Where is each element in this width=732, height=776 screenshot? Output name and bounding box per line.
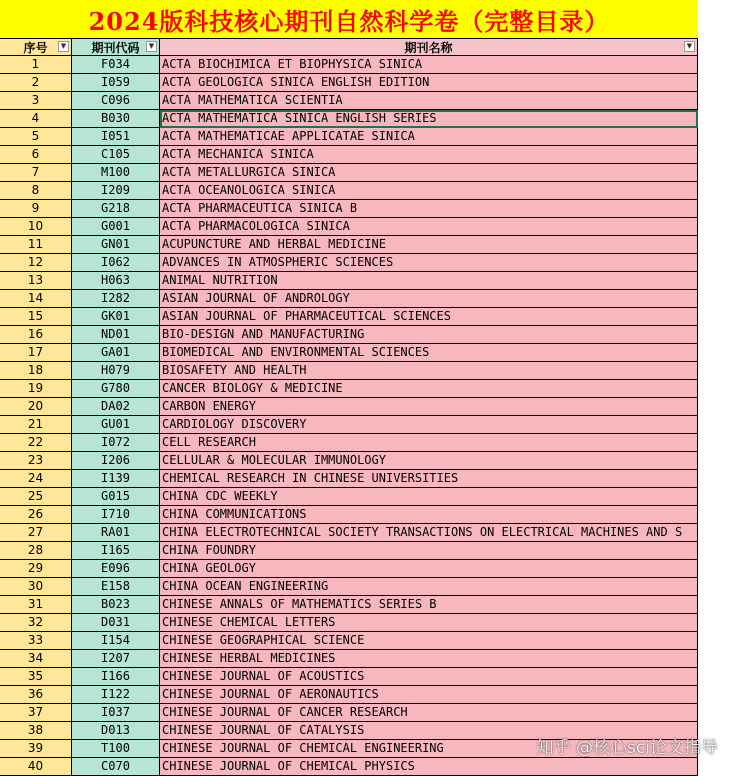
- number-cell[interactable]: 19: [0, 380, 72, 398]
- code-cell[interactable]: G001: [72, 218, 160, 236]
- code-cell[interactable]: E096: [72, 560, 160, 578]
- number-cell[interactable]: 13: [0, 272, 72, 290]
- name-cell[interactable]: CHINESE JOURNAL OF ACOUSTICS: [160, 668, 698, 686]
- table-row[interactable]: [0, 92, 732, 110]
- number-cell[interactable]: 29: [0, 560, 72, 578]
- table-row[interactable]: [0, 290, 732, 308]
- code-cell[interactable]: I139: [72, 470, 160, 488]
- code-cell[interactable]: I122: [72, 686, 160, 704]
- table-row[interactable]: [0, 110, 732, 128]
- table-row[interactable]: [0, 704, 732, 722]
- number-cell[interactable]: 32: [0, 614, 72, 632]
- name-cell[interactable]: ACTA METALLURGICA SINICA: [160, 164, 698, 182]
- table-row[interactable]: [0, 326, 732, 344]
- code-cell[interactable]: I206: [72, 452, 160, 470]
- name-cell[interactable]: ASIAN JOURNAL OF PHARMACEUTICAL SCIENCES: [160, 308, 698, 326]
- table-row[interactable]: [0, 614, 732, 632]
- header-name-label: 期刊名称: [404, 40, 453, 55]
- name-cell[interactable]: CELL RESEARCH: [160, 434, 698, 452]
- watermark: 知乎 @核心sci论文指导: [536, 738, 718, 758]
- number-cell[interactable]: 28: [0, 542, 72, 560]
- code-cell[interactable]: GA01: [72, 344, 160, 362]
- table-row[interactable]: [0, 146, 732, 164]
- name-cell[interactable]: CHINESE JOURNAL OF CHEMICAL PHYSICS: [160, 758, 698, 776]
- name-cell[interactable]: CHINESE JOURNAL OF CATALYSIS: [160, 722, 698, 740]
- table-row[interactable]: [0, 380, 732, 398]
- table-row[interactable]: [0, 452, 732, 470]
- number-cell[interactable]: 18: [0, 362, 72, 380]
- header-name[interactable]: [160, 39, 698, 56]
- code-cell[interactable]: B030: [72, 110, 160, 128]
- name-cell[interactable]: CELLULAR & MOLECULAR IMMUNOLOGY: [160, 452, 698, 470]
- table-row[interactable]: [0, 128, 732, 146]
- number-cell[interactable]: 6: [0, 146, 72, 164]
- table-row[interactable]: [0, 56, 732, 74]
- table-row[interactable]: [0, 506, 732, 524]
- table-row[interactable]: [0, 164, 732, 182]
- name-cell[interactable]: CHINA FOUNDRY: [160, 542, 698, 560]
- number-cell[interactable]: 23: [0, 452, 72, 470]
- name-cell[interactable]: CANCER BIOLOGY & MEDICINE: [160, 380, 698, 398]
- number-cell[interactable]: 9: [0, 200, 72, 218]
- table-row[interactable]: [0, 272, 732, 290]
- number-cell[interactable]: 7: [0, 164, 72, 182]
- code-cell[interactable]: D031: [72, 614, 160, 632]
- number-cell[interactable]: 31: [0, 596, 72, 614]
- code-cell[interactable]: I154: [72, 632, 160, 650]
- table-row[interactable]: [0, 488, 732, 506]
- table-row[interactable]: [0, 200, 732, 218]
- number-cell[interactable]: 33: [0, 632, 72, 650]
- code-cell[interactable]: I051: [72, 128, 160, 146]
- number-cell[interactable]: 17: [0, 344, 72, 362]
- table-row[interactable]: [0, 236, 732, 254]
- table-row[interactable]: [0, 308, 732, 326]
- header-number[interactable]: [0, 39, 72, 56]
- number-cell[interactable]: 3: [0, 92, 72, 110]
- number-cell[interactable]: 8: [0, 182, 72, 200]
- table-row[interactable]: [0, 470, 732, 488]
- code-cell[interactable]: I062: [72, 254, 160, 272]
- table-row[interactable]: [0, 686, 732, 704]
- name-cell[interactable]: ACTA GEOLOGICA SINICA ENGLISH EDITION: [160, 74, 698, 92]
- number-cell[interactable]: 10: [0, 218, 72, 236]
- number-cell[interactable]: 36: [0, 686, 72, 704]
- name-cell[interactable]: ACUPUNCTURE AND HERBAL MEDICINE: [160, 236, 698, 254]
- number-cell[interactable]: 39: [0, 740, 72, 758]
- table-row[interactable]: [0, 578, 732, 596]
- table-row[interactable]: [0, 758, 732, 776]
- name-cell[interactable]: ANIMAL NUTRITION: [160, 272, 698, 290]
- table-row[interactable]: [0, 650, 732, 668]
- name-cell[interactable]: BIOSAFETY AND HEALTH: [160, 362, 698, 380]
- code-cell[interactable]: H063: [72, 272, 160, 290]
- table-row[interactable]: [0, 524, 732, 542]
- table-row[interactable]: [0, 182, 732, 200]
- table-row[interactable]: [0, 398, 732, 416]
- name-cell[interactable]: CHINA CDC WEEKLY: [160, 488, 698, 506]
- code-cell[interactable]: I037: [72, 704, 160, 722]
- code-cell[interactable]: I710: [72, 506, 160, 524]
- table-row[interactable]: [0, 632, 732, 650]
- name-cell[interactable]: CHINESE CHEMICAL LETTERS: [160, 614, 698, 632]
- name-cell[interactable]: ACTA BIOCHIMICA ET BIOPHYSICA SINICA: [160, 56, 698, 74]
- name-cell[interactable]: CHEMICAL RESEARCH IN CHINESE UNIVERSITIES: [160, 470, 698, 488]
- name-cell[interactable]: CARBON ENERGY: [160, 398, 698, 416]
- number-cell[interactable]: 11: [0, 236, 72, 254]
- number-cell[interactable]: 2: [0, 74, 72, 92]
- number-cell[interactable]: 27: [0, 524, 72, 542]
- number-cell[interactable]: 22: [0, 434, 72, 452]
- name-cell[interactable]: BIOMEDICAL AND ENVIRONMENTAL SCIENCES: [160, 344, 698, 362]
- name-cell[interactable]: ADVANCES IN ATMOSPHERIC SCIENCES: [160, 254, 698, 272]
- code-cell[interactable]: C096: [72, 92, 160, 110]
- name-cell[interactable]: ACTA MATHEMATICA SINICA ENGLISH SERIES: [160, 110, 698, 128]
- table-row[interactable]: [0, 416, 732, 434]
- code-cell[interactable]: E158: [72, 578, 160, 596]
- name-cell[interactable]: CARDIOLOGY DISCOVERY: [160, 416, 698, 434]
- name-cell[interactable]: ASIAN JOURNAL OF ANDROLOGY: [160, 290, 698, 308]
- table-row[interactable]: [0, 434, 732, 452]
- number-cell[interactable]: 12: [0, 254, 72, 272]
- table-row[interactable]: [0, 344, 732, 362]
- code-cell[interactable]: I165: [72, 542, 160, 560]
- header-number-label: 序号: [23, 40, 48, 55]
- name-cell[interactable]: BIO-DESIGN AND MANUFACTURING: [160, 326, 698, 344]
- number-cell[interactable]: 5: [0, 128, 72, 146]
- number-cell[interactable]: 20: [0, 398, 72, 416]
- code-cell[interactable]: I072: [72, 434, 160, 452]
- filter-dropdown-icon[interactable]: ▼: [58, 41, 69, 52]
- number-cell[interactable]: 35: [0, 668, 72, 686]
- name-cell[interactable]: ACTA PHARMACEUTICA SINICA B: [160, 200, 698, 218]
- code-cell[interactable]: T100: [72, 740, 160, 758]
- table-row[interactable]: [0, 560, 732, 578]
- code-cell[interactable]: G218: [72, 200, 160, 218]
- number-cell[interactable]: 26: [0, 506, 72, 524]
- code-cell[interactable]: D013: [72, 722, 160, 740]
- number-cell[interactable]: 4: [0, 110, 72, 128]
- filter-dropdown-icon[interactable]: ▼: [684, 41, 695, 52]
- code-cell[interactable]: GN01: [72, 236, 160, 254]
- number-cell[interactable]: 30: [0, 578, 72, 596]
- code-cell[interactable]: GU01: [72, 416, 160, 434]
- code-cell[interactable]: I059: [72, 74, 160, 92]
- code-cell[interactable]: RA01: [72, 524, 160, 542]
- code-cell[interactable]: I207: [72, 650, 160, 668]
- table-row[interactable]: [0, 362, 732, 380]
- name-cell[interactable]: ACTA MECHANICA SINICA: [160, 146, 698, 164]
- name-cell[interactable]: CHINA OCEAN ENGINEERING: [160, 578, 698, 596]
- code-cell[interactable]: I166: [72, 668, 160, 686]
- code-cell[interactable]: I209: [72, 182, 160, 200]
- number-cell[interactable]: 15: [0, 308, 72, 326]
- filter-dropdown-icon[interactable]: ▼: [146, 41, 157, 52]
- code-cell[interactable]: M100: [72, 164, 160, 182]
- code-cell[interactable]: G780: [72, 380, 160, 398]
- table-row[interactable]: [0, 74, 732, 92]
- sheet-title[interactable]: 2024版科技核心期刊自然科学卷（完整目录）: [0, 0, 698, 39]
- code-cell[interactable]: ND01: [72, 326, 160, 344]
- name-cell[interactable]: CHINA GEOLOGY: [160, 560, 698, 578]
- code-cell[interactable]: GK01: [72, 308, 160, 326]
- table-body: [0, 56, 732, 776]
- number-cell[interactable]: 24: [0, 470, 72, 488]
- code-cell[interactable]: G015: [72, 488, 160, 506]
- name-cell[interactable]: CHINA ELECTROTECHNICAL SOCIETY TRANSACTIONS ON ELECTRICAL MACHINES AND S: [160, 524, 698, 542]
- table-row[interactable]: [0, 254, 732, 272]
- code-cell[interactable]: DA02: [72, 398, 160, 416]
- number-cell[interactable]: 37: [0, 704, 72, 722]
- code-cell[interactable]: F034: [72, 56, 160, 74]
- name-cell[interactable]: ACTA PHARMACOLOGICA SINICA: [160, 218, 698, 236]
- header-code-label: 期刊代码: [91, 40, 140, 55]
- name-cell[interactable]: CHINA COMMUNICATIONS: [160, 506, 698, 524]
- code-cell[interactable]: B023: [72, 596, 160, 614]
- name-cell[interactable]: ACTA MATHEMATICAE APPLICATAE SINICA: [160, 128, 698, 146]
- code-cell[interactable]: C105: [72, 146, 160, 164]
- code-cell[interactable]: H079: [72, 362, 160, 380]
- code-cell[interactable]: I282: [72, 290, 160, 308]
- number-cell[interactable]: 38: [0, 722, 72, 740]
- name-cell[interactable]: CHINESE JOURNAL OF CHEMICAL ENGINEERING: [160, 740, 698, 758]
- table-row[interactable]: [0, 668, 732, 686]
- code-cell[interactable]: C070: [72, 758, 160, 776]
- table-row[interactable]: [0, 218, 732, 236]
- number-cell[interactable]: 21: [0, 416, 72, 434]
- number-cell[interactable]: 16: [0, 326, 72, 344]
- table-row[interactable]: [0, 596, 732, 614]
- name-cell[interactable]: ACTA MATHEMATICA SCIENTIA: [160, 92, 698, 110]
- header-code[interactable]: [72, 39, 160, 56]
- number-cell[interactable]: 40: [0, 758, 72, 776]
- name-cell[interactable]: CHINESE GEOGRAPHICAL SCIENCE: [160, 632, 698, 650]
- name-cell[interactable]: CHINESE JOURNAL OF AERONAUTICS: [160, 686, 698, 704]
- number-cell[interactable]: 25: [0, 488, 72, 506]
- number-cell[interactable]: 14: [0, 290, 72, 308]
- table-row[interactable]: [0, 542, 732, 560]
- number-cell[interactable]: 34: [0, 650, 72, 668]
- name-cell[interactable]: CHINESE HERBAL MEDICINES: [160, 650, 698, 668]
- name-cell[interactable]: CHINESE JOURNAL OF CANCER RESEARCH: [160, 704, 698, 722]
- name-cell[interactable]: ACTA OCEANOLOGICA SINICA: [160, 182, 698, 200]
- number-cell[interactable]: 1: [0, 56, 72, 74]
- name-cell[interactable]: CHINESE ANNALS OF MATHEMATICS SERIES B: [160, 596, 698, 614]
